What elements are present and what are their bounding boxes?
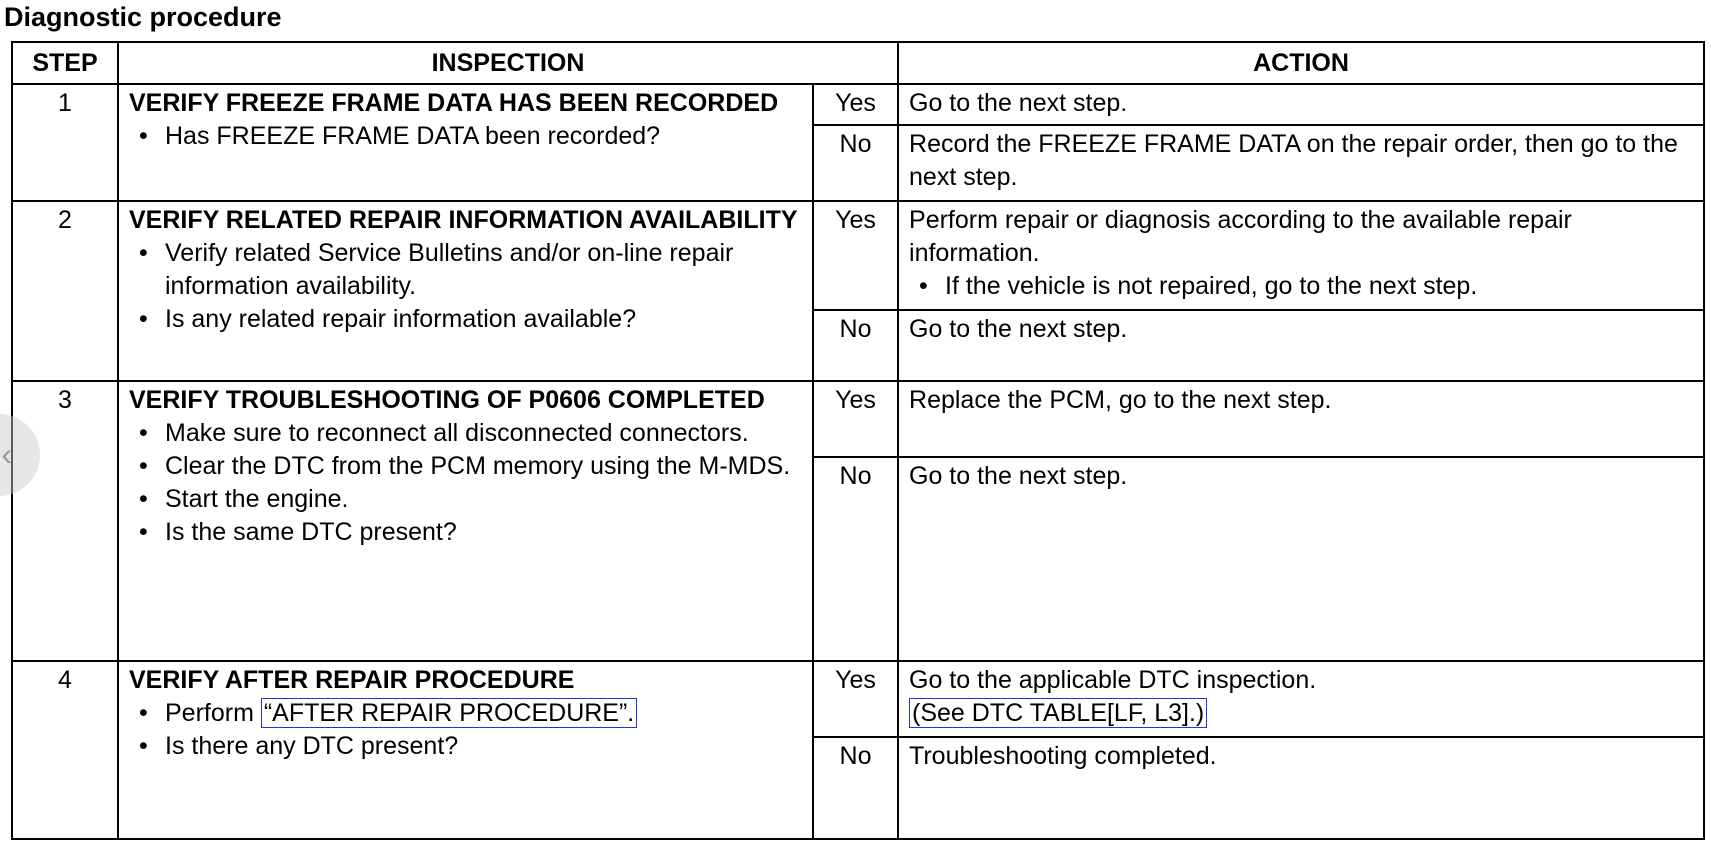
no-action: Go to the next step. bbox=[898, 310, 1704, 381]
step-number: 1 bbox=[12, 84, 118, 201]
yes-action: Go to the applicable DTC inspection. bbox=[909, 666, 1317, 694]
inspection-heading: VERIFY RELATED REPAIR INFORMATION AVAILABILITY bbox=[129, 206, 798, 234]
inspection-bullet: • Is there any DTC present? bbox=[165, 730, 802, 763]
no-action: Troubleshooting completed. bbox=[898, 737, 1704, 839]
header-step: STEP bbox=[12, 42, 118, 84]
inspection-bullet bbox=[165, 697, 802, 730]
header-row bbox=[12, 42, 1704, 84]
header-inspection: INSPECTION bbox=[118, 42, 898, 84]
inspection-heading: VERIFY FREEZE FRAME DATA HAS BEEN RECORDED bbox=[129, 89, 779, 117]
inspection-bullet: • Has FREEZE FRAME DATA been recorded? bbox=[165, 120, 802, 153]
inspection-cell bbox=[118, 661, 813, 839]
no-action: Record the FREEZE FRAME DATA on the repair order, then go to the next step. bbox=[898, 125, 1704, 201]
step-number: 4 bbox=[12, 661, 118, 839]
inspection-heading: VERIFY TROUBLESHOOTING OF P0606 COMPLETED bbox=[129, 386, 765, 414]
no-action: Go to the next step. bbox=[898, 457, 1704, 661]
table-row bbox=[12, 661, 1704, 737]
inspection-cell bbox=[118, 84, 813, 201]
yes-action: Go to the next step. bbox=[898, 84, 1704, 125]
yes-label: Yes bbox=[813, 201, 898, 310]
yes-label: Yes bbox=[813, 661, 898, 737]
no-label: No bbox=[813, 457, 898, 661]
yes-action: Replace the PCM, go to the next step. bbox=[898, 381, 1704, 457]
diagnostic-table bbox=[11, 41, 1705, 840]
inspection-bullet: • Clear the DTC from the PCM memory using the M-MDS. bbox=[165, 450, 802, 483]
yes-action-cell bbox=[898, 661, 1704, 737]
yes-label: Yes bbox=[813, 84, 898, 125]
bullet-prefix: Perform bbox=[165, 699, 261, 727]
inspection-bullet: • Make sure to reconnect all disconnected connectors. bbox=[165, 417, 802, 450]
page-title: Diagnostic procedure bbox=[4, 2, 282, 32]
table-row bbox=[12, 201, 1704, 310]
no-label: No bbox=[813, 310, 898, 381]
yes-action-cell bbox=[898, 201, 1704, 310]
header-action: ACTION bbox=[898, 42, 1704, 84]
step-number: 3 bbox=[12, 381, 118, 661]
inspection-cell bbox=[118, 381, 813, 661]
action-bullet: • If the vehicle is not repaired, go to the next step. bbox=[945, 270, 1693, 303]
dtc-table-link[interactable]: (See DTC TABLE[LF, L3].) bbox=[909, 698, 1207, 728]
after-repair-procedure-link[interactable]: “AFTER REPAIR PROCEDURE”. bbox=[261, 698, 637, 728]
inspection-heading: VERIFY AFTER REPAIR PROCEDURE bbox=[129, 666, 575, 694]
no-label: No bbox=[813, 125, 898, 201]
no-label: No bbox=[813, 737, 898, 839]
yes-action: Perform repair or diagnosis according to the available repair information. bbox=[909, 206, 1572, 267]
inspection-bullet: • Start the engine. bbox=[165, 483, 802, 516]
inspection-bullet: • Verify related Service Bulletins and/or on-line repair information availability. bbox=[165, 237, 802, 303]
inspection-bullet: • Is the same DTC present? bbox=[165, 516, 802, 549]
inspection-cell bbox=[118, 201, 813, 381]
table-row bbox=[12, 381, 1704, 457]
chevron-left-icon: ‹ bbox=[1, 436, 12, 472]
step-number: 2 bbox=[12, 201, 118, 381]
table-row bbox=[12, 84, 1704, 125]
inspection-bullet: • Is any related repair information available? bbox=[165, 303, 802, 336]
yes-label: Yes bbox=[813, 381, 898, 457]
